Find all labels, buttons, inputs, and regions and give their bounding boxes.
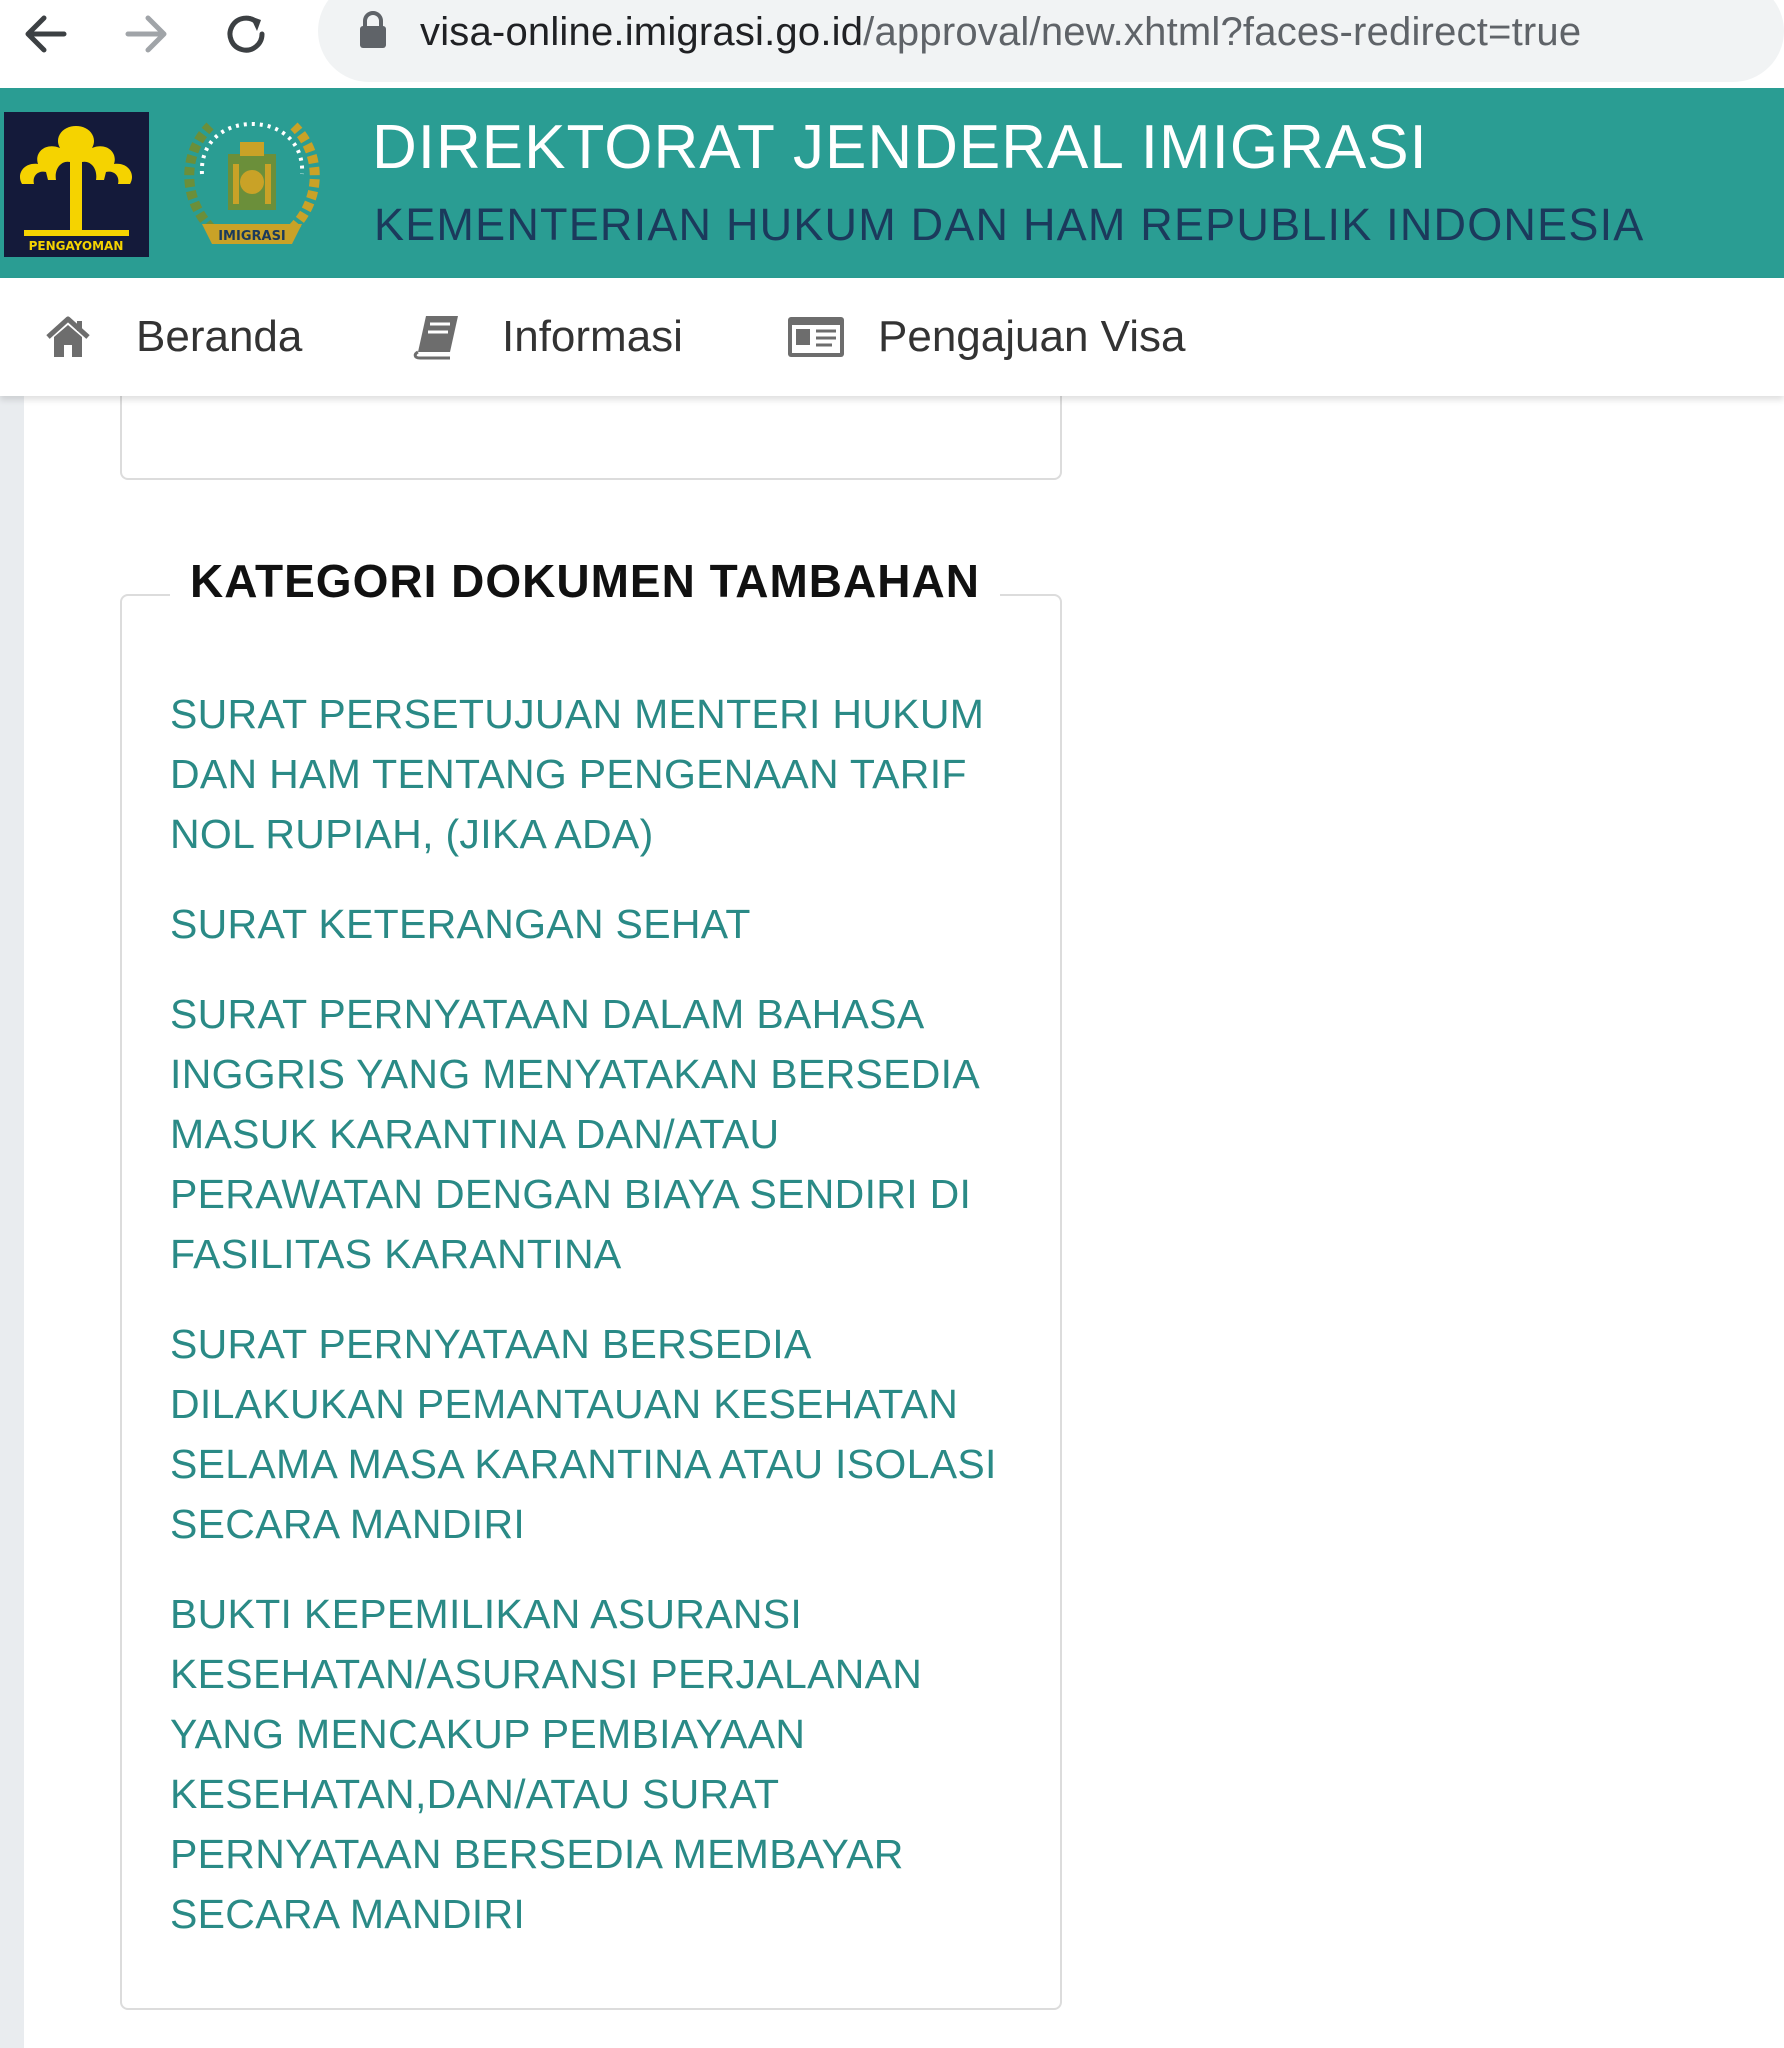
back-button[interactable] (10, 4, 82, 64)
forward-button[interactable] (110, 4, 182, 64)
book-icon (410, 314, 462, 360)
section-legend: KATEGORI DOKUMEN TAMBAHAN (170, 554, 1000, 608)
url-path: /approval/new.xhtml?faces-redirect=true (863, 10, 1582, 54)
document-list (170, 684, 1040, 1974)
nav-item-pengajuan-visa[interactable] (786, 278, 1185, 396)
document-link[interactable]: BUKTI KEPEMILIKAN ASURANSI KESEHATAN/ASURANSI PERJALANAN YANG MENCAKUP PEMBIAYAAN KESEHATAN,DAN/ATAU SURAT PERNYATAAN BERSEDIA MEMBAYAR SECARA MANDIRI (170, 1591, 923, 1937)
reload-icon (220, 8, 272, 60)
logo-right-text: IMIGRASI (218, 229, 286, 244)
nav-item-informasi[interactable] (410, 278, 683, 396)
document-link[interactable]: SURAT PERNYATAAN BERSEDIA DILAKUKAN PEMANTAUAN KESEHATAN SELAMA MASA KARANTINA ATAU ISOLASI SECARA MANDIRI (170, 1321, 997, 1547)
pengayoman-logo (4, 112, 149, 257)
reload-button[interactable] (210, 4, 282, 64)
nav-item-beranda[interactable] (42, 278, 302, 396)
url-host: visa-online.imigrasi.go.id (420, 10, 864, 54)
left-rail (0, 396, 24, 2048)
imigrasi-emblem-icon (172, 104, 332, 264)
arrow-right-icon (120, 8, 172, 60)
nav-label-informasi: Informasi (502, 312, 683, 361)
logo-left-text: PENGAYOMAN (28, 239, 124, 253)
id-card-icon (786, 315, 846, 359)
nav-label-pengajuan-visa: Pengajuan Visa (878, 312, 1186, 361)
site-subtitle: KEMENTERIAN HUKUM DAN HAM REPUBLIK INDONESIA (374, 199, 1645, 250)
browser-toolbar (0, 0, 1784, 88)
lock-icon (358, 10, 388, 50)
url-text[interactable] (420, 6, 1581, 58)
site-title: DIREKTORAT JENDERAL IMIGRASI (372, 113, 1428, 182)
pengayoman-emblem-icon (4, 112, 149, 257)
document-link[interactable]: SURAT KETERANGAN SEHAT (170, 901, 751, 947)
imigrasi-logo (172, 104, 332, 264)
home-icon (42, 315, 94, 359)
arrow-left-icon (20, 8, 72, 60)
document-link[interactable]: SURAT PERSETUJUAN MENTERI HUKUM DAN HAM TENTANG PENGENAAN TARIF NOL RUPIAH, (JIKA ADA) (170, 691, 985, 857)
nav-label-beranda: Beranda (136, 312, 303, 361)
main-navbar (0, 278, 1784, 396)
additional-documents-panel (120, 555, 1062, 2010)
document-link[interactable]: SURAT PERNYATAAN DALAM BAHASA INGGRIS YANG MENYATAKAN BERSEDIA MASUK KARANTINA DAN/ATAU PERAWATAN DENGAN BIAYA SENDIRI DI FASILITAS KARANTINA (170, 991, 978, 1277)
